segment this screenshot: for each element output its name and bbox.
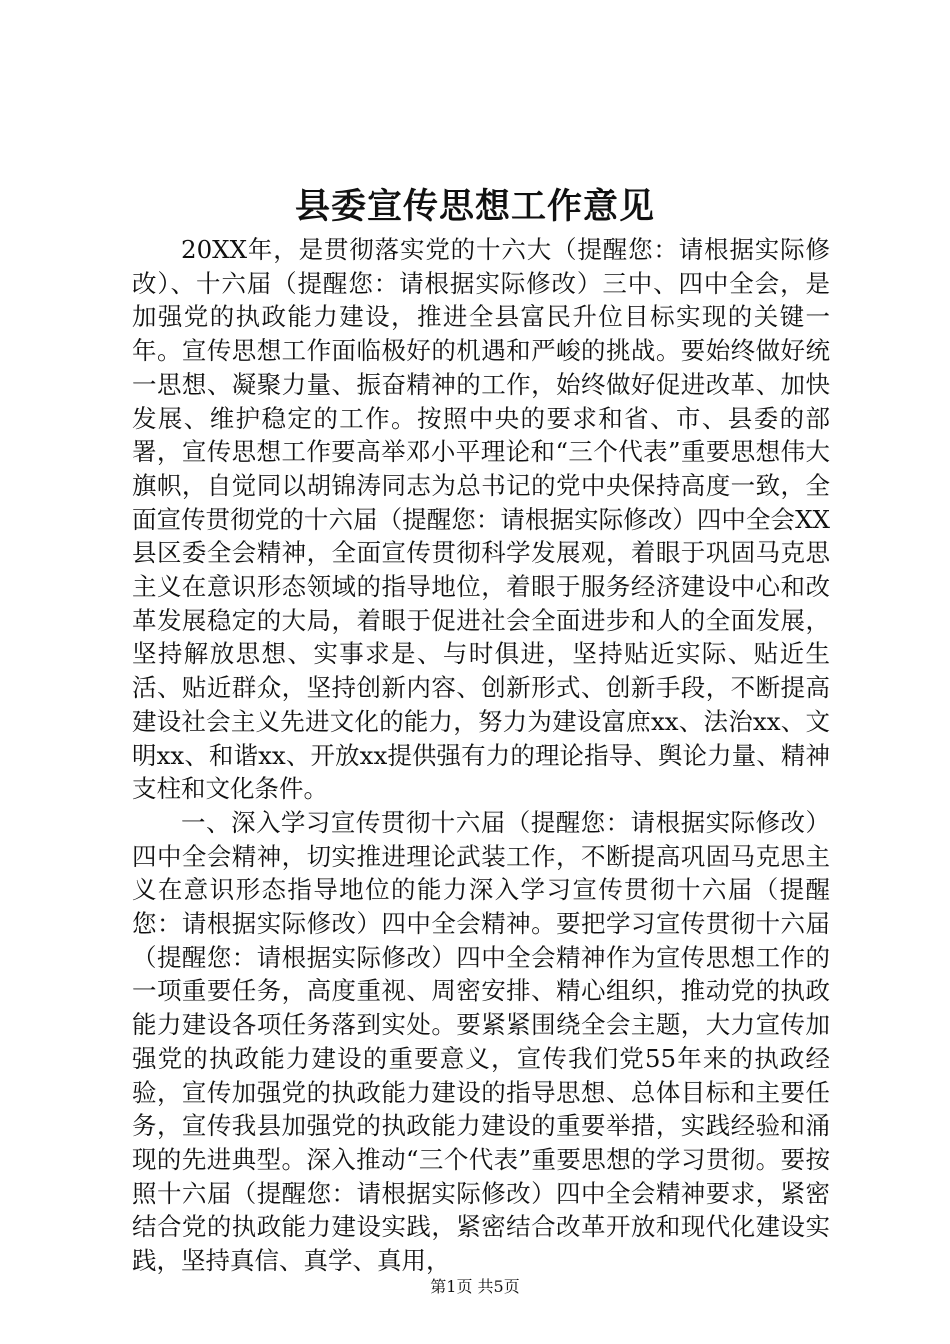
paragraph-section-one: 一、深入学习宣传贯彻十六届（提醒您：请根据实际修改）四中全会精神，切实推进理论武装工作，不断提高巩固马克思主义在意识形态指导地位的能力深入学习宣传贯彻十六届（提醒您：请根据实际修改）四中全会精神。要把学习宣传贯彻十六届（提醒您：请根据实际修改）四中全会精神作为宣传思想工作的一项重要任务，高度重视、周密安排、精心组织，推动党的执政能力建设各项任务落到实处。要紧紧围绕全会主题，大力宣传加强党的执政能力建设的重要意义，宣传我们党55年来的执政经验，宣传加强党的执政能力建设的指导思想、总体目标和主要任务，宣传我县加强党的执政能力建设的重要举措，实践经验和涌现的先进典型。深入推动“三个代表”重要思想的学习贯彻。要按照十六届（提醒您：请根据实际修改）四中全会精神要求，紧密结合党的执政能力建设实践，紧密结合改革开放和现代化建设实践，坚持真信、真学、真用， — [132, 807, 830, 1276]
paragraph-intro: 20XX年，是贯彻落实党的十六大（提醒您：请根据实际修改）、十六届（提醒您：请根据实际修改）三中、四中全会，是加强党的执政能力建设，推进全县富民升位目标实现的关键一年。宣传思想工作面临极好的机遇和严峻的挑战。要始终做好统一思想、凝聚力量、振奋精神的工作，始终做好促进改革、加快发展、维护稳定的工作。按照中央的要求和省、市、县委的部署，宣传思想工作要高举邓小平理论和“三个代表”重要思想伟大旗帜，自觉同以胡锦涛同志为总书记的党中央保持高度一致，全面宣传贯彻党的十六届（提醒您：请根据实际修改）四中全会XX县区委全会精神，全面宣传贯彻科学发展观，着眼于巩固马克思主义在意识形态领域的指导地位，着眼于服务经济建设中心和改革发展稳定的大局，着眼于促进社会全面进步和人的全面发展，坚持解放思想、实事求是、与时俱进，坚持贴近实际、贴近生活、贴近群众，坚持创新内容、创新形式、创新手段，不断提高建设社会主义先进文化的能力，努力为建设富庶xx、法治xx、文明xx、和谐xx、开放xx提供强有力的理论指导、舆论力量、精神支柱和文化条件。 — [132, 235, 830, 804]
page-number-footer: 第1页 共5页 — [430, 1277, 520, 1296]
document-title: 县委宣传思想工作意见 — [294, 186, 655, 227]
document-body — [132, 233, 830, 1278]
